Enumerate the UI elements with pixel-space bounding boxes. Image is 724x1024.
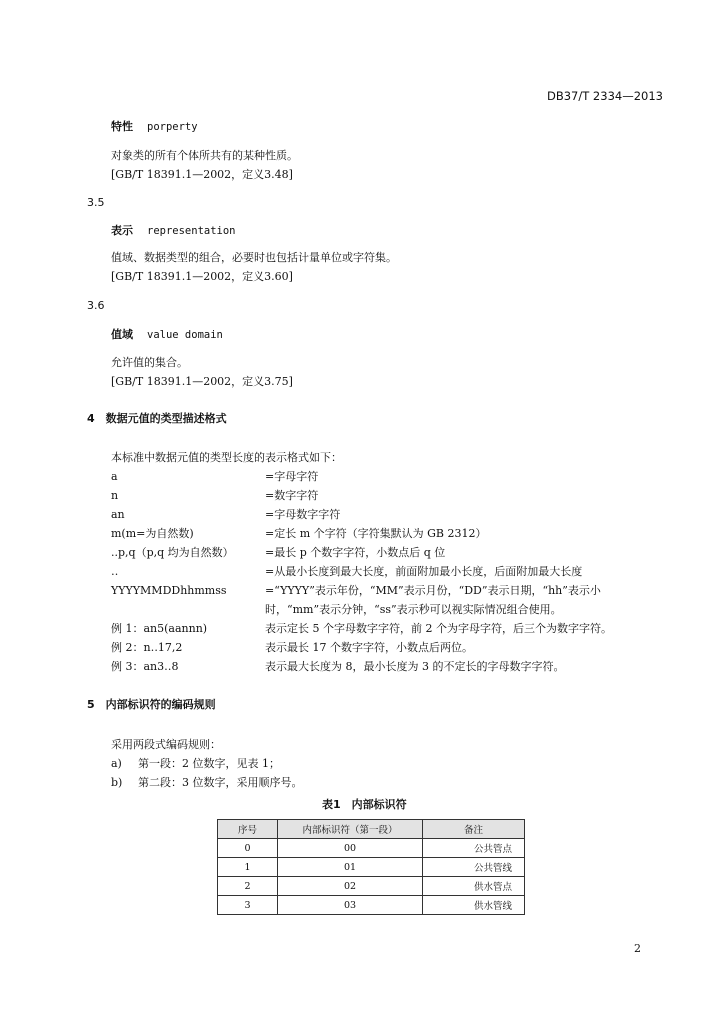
list-item-text: 第一段：2 位数字，见表 1； (138, 757, 280, 770)
format-desc: =字母字符 (265, 470, 319, 483)
section-5-intro: 采用两段式编码规则： (111, 738, 221, 751)
format-code: ..p,q（p,q 均为自然数） (111, 546, 234, 559)
table-cell: 2 (218, 877, 278, 896)
table-cell: 1 (218, 858, 278, 877)
format-desc: 表示最长 17 个数字字符，小数点后两位。 (265, 641, 473, 654)
term-en: porperty (147, 121, 198, 133)
format-desc: =定长 m 个字符（字符集默认为 GB 2312） (265, 527, 487, 540)
list-item-text: 第二段：3 位数字，采用顺序号。 (138, 776, 303, 789)
source-property: [GB/T 18391.1—2002，定义3.48] (111, 168, 293, 181)
term-cn: 特性 (111, 120, 133, 133)
term-cn: 表示 (111, 224, 133, 237)
internal-identifier-table (217, 819, 525, 915)
column-header: 序号 (218, 820, 278, 839)
format-code: n (111, 489, 119, 502)
term-en: representation (147, 225, 236, 237)
source-representation: [GB/T 18391.1—2002，定义3.60] (111, 270, 293, 283)
format-desc: 表示定长 5 个字母数字字符，前 2 个为字母字符，后三个为数字字符。 (265, 622, 612, 635)
table-caption: 表1 内部标识符 (322, 798, 407, 811)
section-4-heading: 4 数据元值的类型描述格式 (87, 412, 227, 425)
section-5-heading: 5 内部标识符的编码规则 (87, 698, 216, 711)
clause-number-3-6: 3.6 (87, 299, 105, 312)
column-header: 内部标识符（第一段） (278, 820, 423, 839)
table-cell: 公共管线 (423, 858, 525, 877)
format-desc: =“YYYY”表示年份，“MM”表示月份，“DD”表示日期，“hh”表示小 (265, 584, 601, 597)
list-marker: b) (111, 776, 123, 789)
table-row (218, 839, 525, 858)
table-row (218, 858, 525, 877)
format-code: 例 3：an3‥8 (111, 660, 179, 673)
table-cell: 02 (278, 877, 423, 896)
format-desc: =最长 p 个数字字符，小数点后 q 位 (265, 546, 446, 559)
table-header-row (218, 820, 525, 839)
standard-code: DB37/T 2334—2013 (547, 89, 663, 103)
format-desc: =从最小长度到最大长度，前面附加最小长度，后面附加最大长度 (265, 565, 583, 578)
table-cell: 公共管点 (423, 839, 525, 858)
definition-representation: 值域、数据类型的组合，必要时也包括计量单位或字符集。 (111, 251, 397, 264)
format-desc: =字母数字字符 (265, 508, 341, 521)
format-desc: =数字字符 (265, 489, 319, 502)
format-code: m(m=为自然数) (111, 527, 194, 540)
term-property (111, 120, 198, 134)
definition-value-domain: 允许值的集合。 (111, 356, 188, 369)
format-code: a (111, 470, 118, 483)
term-representation (111, 224, 236, 238)
definition-property: 对象类的所有个体所共有的某种性质。 (111, 149, 298, 162)
term-cn: 值域 (111, 328, 133, 341)
format-code: 例 2：n‥17,2 (111, 641, 183, 654)
table-row (218, 896, 525, 915)
table-row (218, 877, 525, 896)
section-4-intro: 本标准中数据元值的类型长度的表示格式如下： (111, 451, 342, 464)
format-code: ‥ (111, 565, 119, 578)
term-value-domain (111, 328, 223, 342)
table-cell: 01 (278, 858, 423, 877)
page-number: 2 (634, 942, 641, 955)
table-cell: 0 (218, 839, 278, 858)
source-value-domain: [GB/T 18391.1—2002，定义3.75] (111, 375, 293, 388)
list-marker: a) (111, 757, 122, 770)
table-cell: 03 (278, 896, 423, 915)
column-header: 备注 (423, 820, 525, 839)
format-desc: 时，“mm”表示分钟，“ss”表示秒可以视实际情况组合使用。 (265, 603, 562, 616)
table-cell: 3 (218, 896, 278, 915)
table-cell: 00 (278, 839, 423, 858)
table-cell: 供水管线 (423, 896, 525, 915)
format-desc: 表示最大长度为 8，最小长度为 3 的不定长的字母数字字符。 (265, 660, 565, 673)
clause-number-3-5: 3.5 (87, 196, 105, 209)
term-en: value domain (147, 329, 223, 341)
format-code: an (111, 508, 125, 521)
format-code: 例 1：an5(aannn) (111, 622, 208, 635)
format-code: YYYYMMDDhhmmss (111, 584, 227, 597)
table-cell: 供水管点 (423, 877, 525, 896)
